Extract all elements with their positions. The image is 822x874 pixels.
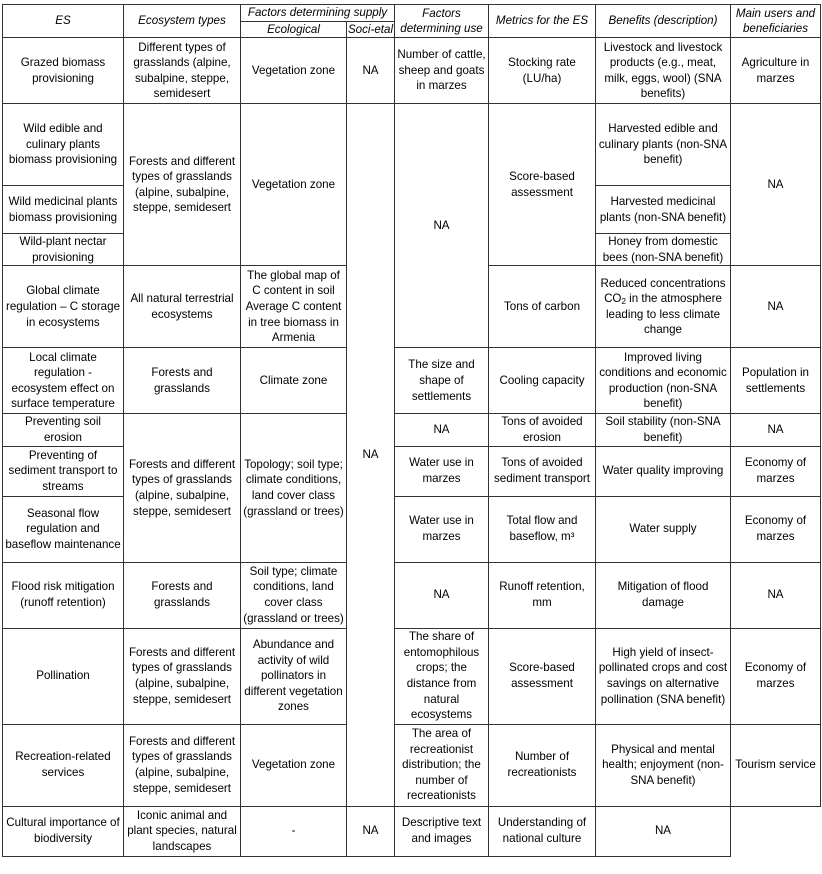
table-row xyxy=(3,38,821,104)
cell-benefit: Soil stability (non-SNA benefit) xyxy=(596,414,731,446)
cell-ecological: Abundance and activity of wild pollinators in different vegetation zones xyxy=(241,628,347,724)
cell-users: NA xyxy=(731,266,821,348)
cell-use: The size and shape of settlements xyxy=(395,348,489,414)
benefit-text: Reduced concentrations CO xyxy=(600,276,726,306)
header-ecological: Ecological xyxy=(241,21,347,38)
cell-es: Wild medicinal plants biomass provisioning xyxy=(3,186,124,234)
cell-users: Economy of marzes xyxy=(731,446,821,496)
cell-benefit: Water quality improving xyxy=(596,446,731,496)
cell-es: Wild edible and culinary plants biomass provisioning xyxy=(3,104,124,186)
cell-societal: NA xyxy=(347,104,395,806)
cell-ecosystem: Forests and different types of grasslands (alpine, subalpine, steppe, semidesert xyxy=(124,414,241,562)
cell-es: Seasonal flow regulation and baseflow maintenance xyxy=(3,496,124,562)
cell-ecological: The global map of C content in soil Average C content in tree biomass in Armenia xyxy=(241,266,347,348)
cell-es: Wild-plant nectar provisioning xyxy=(3,234,124,266)
cell-benefit: Water supply xyxy=(596,496,731,562)
cell-benefit xyxy=(596,266,731,348)
cell-users: Population in settlements xyxy=(731,348,821,414)
cell-benefit: Harvested medicinal plants (non-SNA benefit) xyxy=(596,186,731,234)
cell-benefit: Improved living conditions and economic production (non-SNA benefit) xyxy=(596,348,731,414)
cell-metric: Total flow and baseflow, m³ xyxy=(489,496,596,562)
cell-es: Local climate regulation - ecosystem effect on surface temperature xyxy=(3,348,124,414)
cell-es: Global climate regulation – C storage in ecosystems xyxy=(3,266,124,348)
table-row xyxy=(3,806,821,856)
cell-metric: Cooling capacity xyxy=(489,348,596,414)
cell-societal: NA xyxy=(347,38,395,104)
cell-es: Recreation-related services xyxy=(3,724,124,806)
cell-metric: Runoff retention, mm xyxy=(489,562,596,628)
cell-es: Flood risk mitigation (runoff retention) xyxy=(3,562,124,628)
cell-use: NA xyxy=(395,104,489,348)
cell-ecosystem: Iconic animal and plant species, natural landscapes xyxy=(124,806,241,856)
cell-use: Number of cattle, sheep and goats in marzes xyxy=(395,38,489,104)
benefit-text-tail: in the atmosphere leading to less climate change xyxy=(605,292,722,337)
table-row xyxy=(3,414,821,446)
table-row xyxy=(3,628,821,724)
cell-ecological: Soil type; climate conditions, land cover class (grassland or trees) xyxy=(241,562,347,628)
header-users: Main users and beneficiaries xyxy=(731,5,821,38)
cell-ecological: Topology; soil type; climate conditions, land cover class (grassland or trees) xyxy=(241,414,347,562)
subscript-2: 2 xyxy=(621,297,626,307)
cell-benefit: Harvested edible and culinary plants (non-SNA benefit) xyxy=(596,104,731,186)
cell-use: The area of recreationist distribution; the number of recreationists xyxy=(395,724,489,806)
header-ecosystem-types: Ecosystem types xyxy=(124,5,241,38)
cell-ecological: Vegetation zone xyxy=(241,38,347,104)
ecosystem-services-table xyxy=(2,4,821,857)
cell-benefit: High yield of insect-pollinated crops and cost savings on alternative pollination (SNA benefit) xyxy=(596,628,731,724)
cell-users: NA xyxy=(596,806,731,856)
header-metrics: Metrics for the ES xyxy=(489,5,596,38)
header-factors-use: Factors determining use xyxy=(395,5,489,38)
cell-use: Water use in marzes xyxy=(395,446,489,496)
cell-benefit: Livestock and livestock products (e.g., meat, milk, eggs, wool) (SNA benefits) xyxy=(596,38,731,104)
header-es: ES xyxy=(3,5,124,38)
cell-es: Grazed biomass provisioning xyxy=(3,38,124,104)
table-row xyxy=(3,562,821,628)
cell-benefit: Understanding of national culture xyxy=(489,806,596,856)
header-row-top xyxy=(3,5,821,22)
cell-metric: Tons of carbon xyxy=(489,266,596,348)
cell-ecosystem: Forests and different types of grasslands (alpine, subalpine, steppe, semidesert xyxy=(124,104,241,266)
table-row xyxy=(3,104,821,186)
cell-users: Tourism service xyxy=(731,724,821,806)
cell-ecosystem: Forests and grasslands xyxy=(124,562,241,628)
cell-ecosystem: All natural terrestrial ecosystems xyxy=(124,266,241,348)
cell-ecological: Climate zone xyxy=(241,348,347,414)
cell-use: Water use in marzes xyxy=(395,496,489,562)
cell-users: Economy of marzes xyxy=(731,628,821,724)
cell-metric: Score-based assessment xyxy=(489,628,596,724)
cell-ecological: - xyxy=(241,806,347,856)
cell-ecological: Vegetation zone xyxy=(241,724,347,806)
cell-metric: Stocking rate (LU/ha) xyxy=(489,38,596,104)
cell-metric: Tons of avoided sediment transport xyxy=(489,446,596,496)
cell-es: Pollination xyxy=(3,628,124,724)
table-row xyxy=(3,348,821,414)
header-factors-supply: Factors determining supply xyxy=(241,5,395,22)
cell-users: NA xyxy=(731,414,821,446)
cell-users: Agriculture in marzes xyxy=(731,38,821,104)
cell-ecosystem: Forests and grasslands xyxy=(124,348,241,414)
cell-metric: Score-based assessment xyxy=(489,104,596,266)
cell-metric: Tons of avoided erosion xyxy=(489,414,596,446)
table-row xyxy=(3,724,821,806)
cell-es: Preventing soil erosion xyxy=(3,414,124,446)
header-benefits: Benefits (description) xyxy=(596,5,731,38)
cell-use: The share of entomophilous crops; the distance from natural ecosystems xyxy=(395,628,489,724)
cell-users: Economy of marzes xyxy=(731,496,821,562)
cell-ecological: Vegetation zone xyxy=(241,104,347,266)
header-societal: Soci-etal xyxy=(347,21,395,38)
cell-users: NA xyxy=(731,562,821,628)
cell-use: NA xyxy=(395,414,489,446)
cell-benefit: Honey from domestic bees (non-SNA benefit) xyxy=(596,234,731,266)
cell-metric: Descriptive text and images xyxy=(395,806,489,856)
cell-ecosystem: Forests and different types of grasslands (alpine, subalpine, steppe, semidesert xyxy=(124,724,241,806)
cell-use: NA xyxy=(347,806,395,856)
cell-es: Preventing of sediment transport to streams xyxy=(3,446,124,496)
cell-es: Cultural importance of biodiversity xyxy=(3,806,124,856)
cell-benefit: Mitigation of flood damage xyxy=(596,562,731,628)
cell-benefit: Physical and mental health; enjoyment (non-SNA benefit) xyxy=(596,724,731,806)
cell-ecosystem: Different types of grasslands (alpine, subalpine, steppe, semidesert xyxy=(124,38,241,104)
cell-ecosystem: Forests and different types of grasslands (alpine, subalpine, steppe, semidesert xyxy=(124,628,241,724)
cell-metric: Number of recreationists xyxy=(489,724,596,806)
cell-use: NA xyxy=(395,562,489,628)
cell-users: NA xyxy=(731,104,821,266)
